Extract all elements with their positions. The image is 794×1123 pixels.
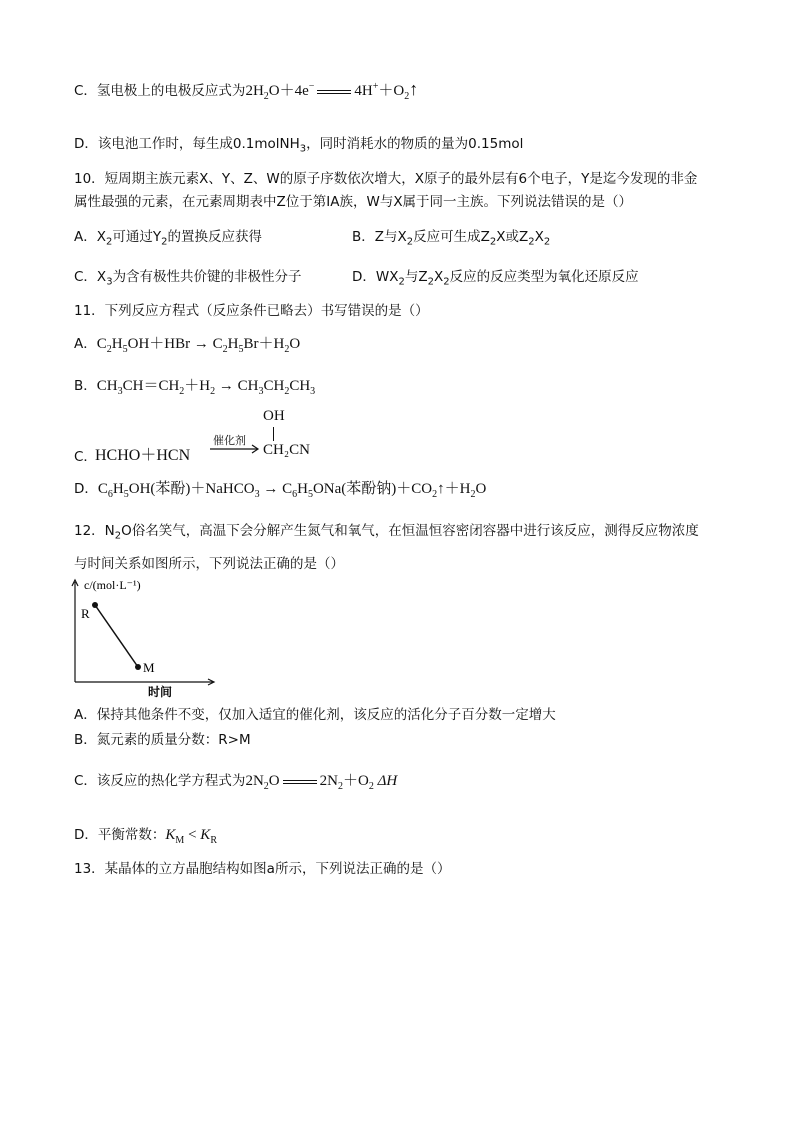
- q10-stem-line2: 属性最强的元素，在元素周期表中Z位于第ⅠA族，W与X属于同一主族。下列说法错误的是（）: [74, 194, 633, 210]
- equal-arrow-icon: [317, 90, 351, 94]
- point-m-label: M: [143, 660, 155, 675]
- q11-c-rhs: CH₂CN: [263, 442, 310, 458]
- q11-c-oh: OH: [263, 408, 285, 424]
- reaction-arrow-icon: [209, 444, 261, 454]
- y-axis-label: c/(mol·L⁻¹): [84, 578, 141, 592]
- point-r-label: R: [81, 606, 90, 621]
- q9-option-c: [74, 80, 418, 100]
- point-m-marker: [135, 664, 141, 670]
- q10-stem-line1: 10．短周期主族元素X、Y、Z、W的原子序数依次增大，X原子的最外层有6个电子，Y是迄今发现的非金: [74, 171, 698, 187]
- q13-stem: 13．某晶体的立方晶胞结构如图a所示，下列说法正确的是（）: [74, 861, 451, 877]
- q10-option-a: A．$X_2$可通过$Y_2$的置换反应获得: [74, 229, 262, 248]
- q10-option-b: B．Z与$X_2$反应可生成$Z_2X$或$Z_2X_2$: [352, 229, 551, 248]
- q9-c-equation: $2H_2O+4e^-$ $4H^++O_2↑$: [245, 79, 419, 102]
- q9-option-d: D．该电池工作时，每生成0.1molNH$_3$，同时消耗水的物质的量为0.15mol: [74, 136, 524, 155]
- bond-line: [273, 427, 274, 441]
- q12-option-c: C．该反应的热化学方程式为$2N_2O$ $2N_2+O_2$ ΔH: [74, 773, 398, 792]
- q11-option-d: D．$C_6H_5OH$(苯酚)＋NaHCO$_3$ → $C_6H_5ONa$(苯酚钠)$+CO_2↑+H_2O$: [74, 481, 487, 500]
- q12-stem-line2: 与时间关系如图所示，下列说法正确的是（）: [74, 556, 344, 572]
- q11-c-catalyst: 催化剂: [213, 434, 246, 447]
- q12-concentration-graph: [68, 576, 218, 701]
- q12-option-d: D．平衡常数：$K_M < K_R$: [74, 827, 217, 846]
- q11-option-c-label: C．: [74, 449, 97, 465]
- q12-stem-line1: 12．$N_2O$俗名笑气，高温下会分解产生氮气和氧气，在恒温恒容密闭容器中进行该反应，测得反应物浓度: [74, 523, 699, 542]
- concentration-line: [95, 605, 138, 667]
- q11-option-c-equation: [95, 408, 335, 464]
- q11-stem: 11．下列反应方程式（反应条件已略去）书写错误的是（）: [74, 303, 429, 319]
- q11-c-lhs: HCHO＋HCN: [95, 447, 191, 464]
- q9-c-text: C．氢电极上的电极反应式为: [74, 83, 246, 99]
- x-axis-label: 时间: [148, 685, 173, 699]
- point-r-marker: [92, 602, 98, 608]
- q12-option-a: A．保持其他条件不变，仅加入适宜的催化剂，该反应的活化分子百分数一定增大: [74, 707, 556, 723]
- equal-arrow-icon: [283, 780, 317, 784]
- q11-option-b: B．$CH_3CH=CH_2+H_2 \to CH_3CH_2CH_3$: [74, 378, 316, 397]
- q11-option-a: A．$C_2H_5OH+HBr \to C_2H_5Br+H_2O$: [74, 336, 301, 355]
- q10-option-c: C．$X_3$为含有极性共价键的非极性分子: [74, 269, 302, 288]
- q12-option-b: B．氮元素的质量分数：R>M: [74, 732, 251, 748]
- q10-option-d: D．$WX_2$与$Z_2X_2$反应的反应类型为氧化还原反应: [352, 269, 639, 288]
